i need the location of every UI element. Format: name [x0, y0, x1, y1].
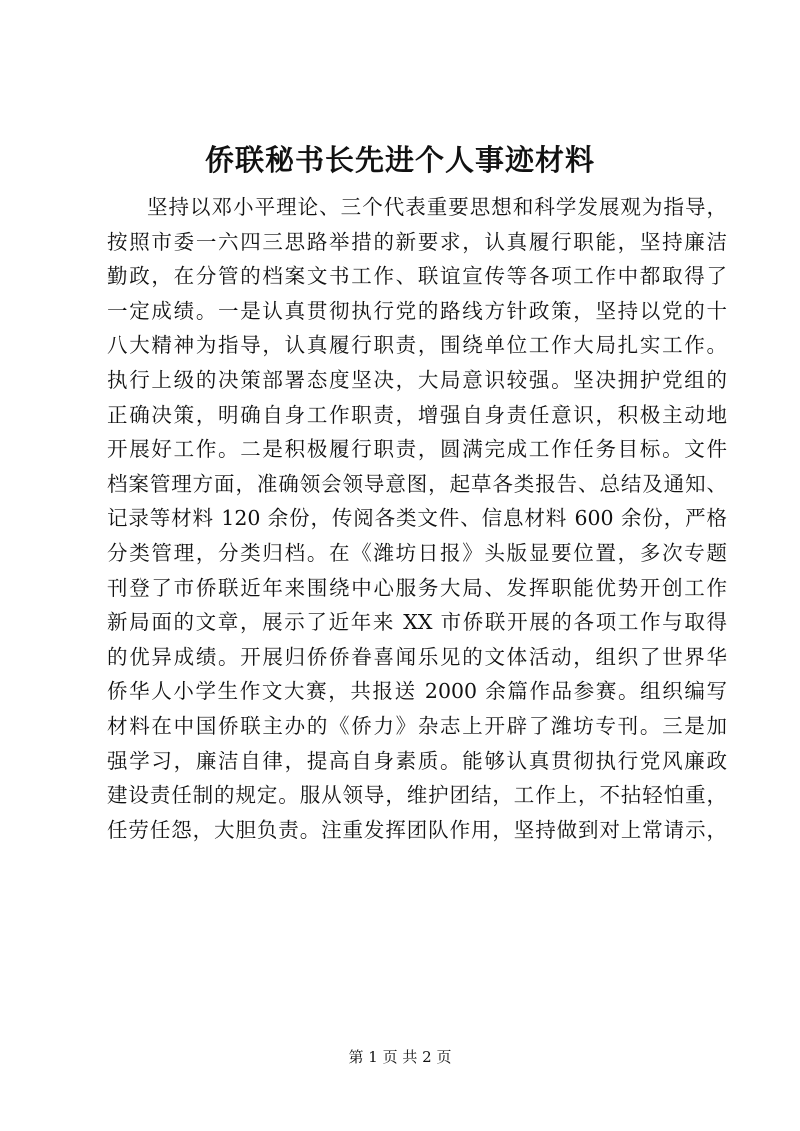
page-number-footer: 第 1 页 共 2 页 — [348, 1048, 452, 1066]
body-line: 执行上级的决策部署态度坚决，大局意识较强。坚决拥护党组的 — [107, 367, 727, 392]
body-line: 任劳任怨，大胆负责。注重发挥团队作用，坚持做到对上常请示， — [107, 817, 727, 842]
body-line: 一定成绩。一是认真贯彻执行党的路线方针政策，坚持以党的十 — [107, 298, 727, 323]
body-line: 新局面的文章，展示了近年来 XX 市侨联开展的各项工作与取得 — [107, 610, 727, 635]
body-line: 材料在中国侨联主办的《侨力》杂志上开辟了潍坊专刊。三是加 — [107, 713, 727, 738]
body-line: 强学习，廉洁自律，提高自身素质。能够认真贯彻执行党风廉政 — [107, 748, 727, 773]
body-line: 刊登了市侨联近年来围绕中心服务大局、发挥职能优势开创工作 — [107, 575, 727, 600]
body-line: 八大精神为指导，认真履行职责，围绕单位工作大局扎实工作。 — [107, 333, 727, 358]
body-line: 记录等材料 120 余份，传阅各类文件、信息材料 600 余份，严格 — [107, 506, 727, 531]
document-title: 侨联秘书长先进个人事迹材料 — [204, 143, 595, 177]
body-line: 分类管理，分类归档。在《潍坊日报》头版显要位置，多次专题 — [107, 540, 727, 565]
body-line: 勤政，在分管的档案文书工作、联谊宣传等各项工作中都取得了 — [107, 264, 727, 289]
body-line: 建设责任制的规定。服从领导，维护团结，工作上，不拈轻怕重， — [107, 783, 727, 808]
body-line: 档案管理方面，准确领会领导意图，起草各类报告、总结及通知、 — [107, 471, 727, 496]
body-line: 侨华人小学生作文大赛，共报送 2000 余篇作品参赛。组织编写 — [107, 679, 727, 704]
body-line: 按照市委一六四三思路举措的新要求，认真履行职能，坚持廉洁 — [107, 229, 727, 254]
body-line: 正确决策，明确自身工作职责，增强自身责任意识，积极主动地 — [107, 402, 727, 427]
body-line: 的优异成绩。开展归侨侨眷喜闻乐见的文体活动，组织了世界华 — [107, 644, 727, 669]
body-line: 坚持以邓小平理论、三个代表重要思想和科学发展观为指导， — [147, 195, 727, 219]
body-line: 开展好工作。二是积极履行职责，圆满完成工作任务目标。文件 — [107, 437, 727, 462]
document-body — [107, 190, 727, 847]
